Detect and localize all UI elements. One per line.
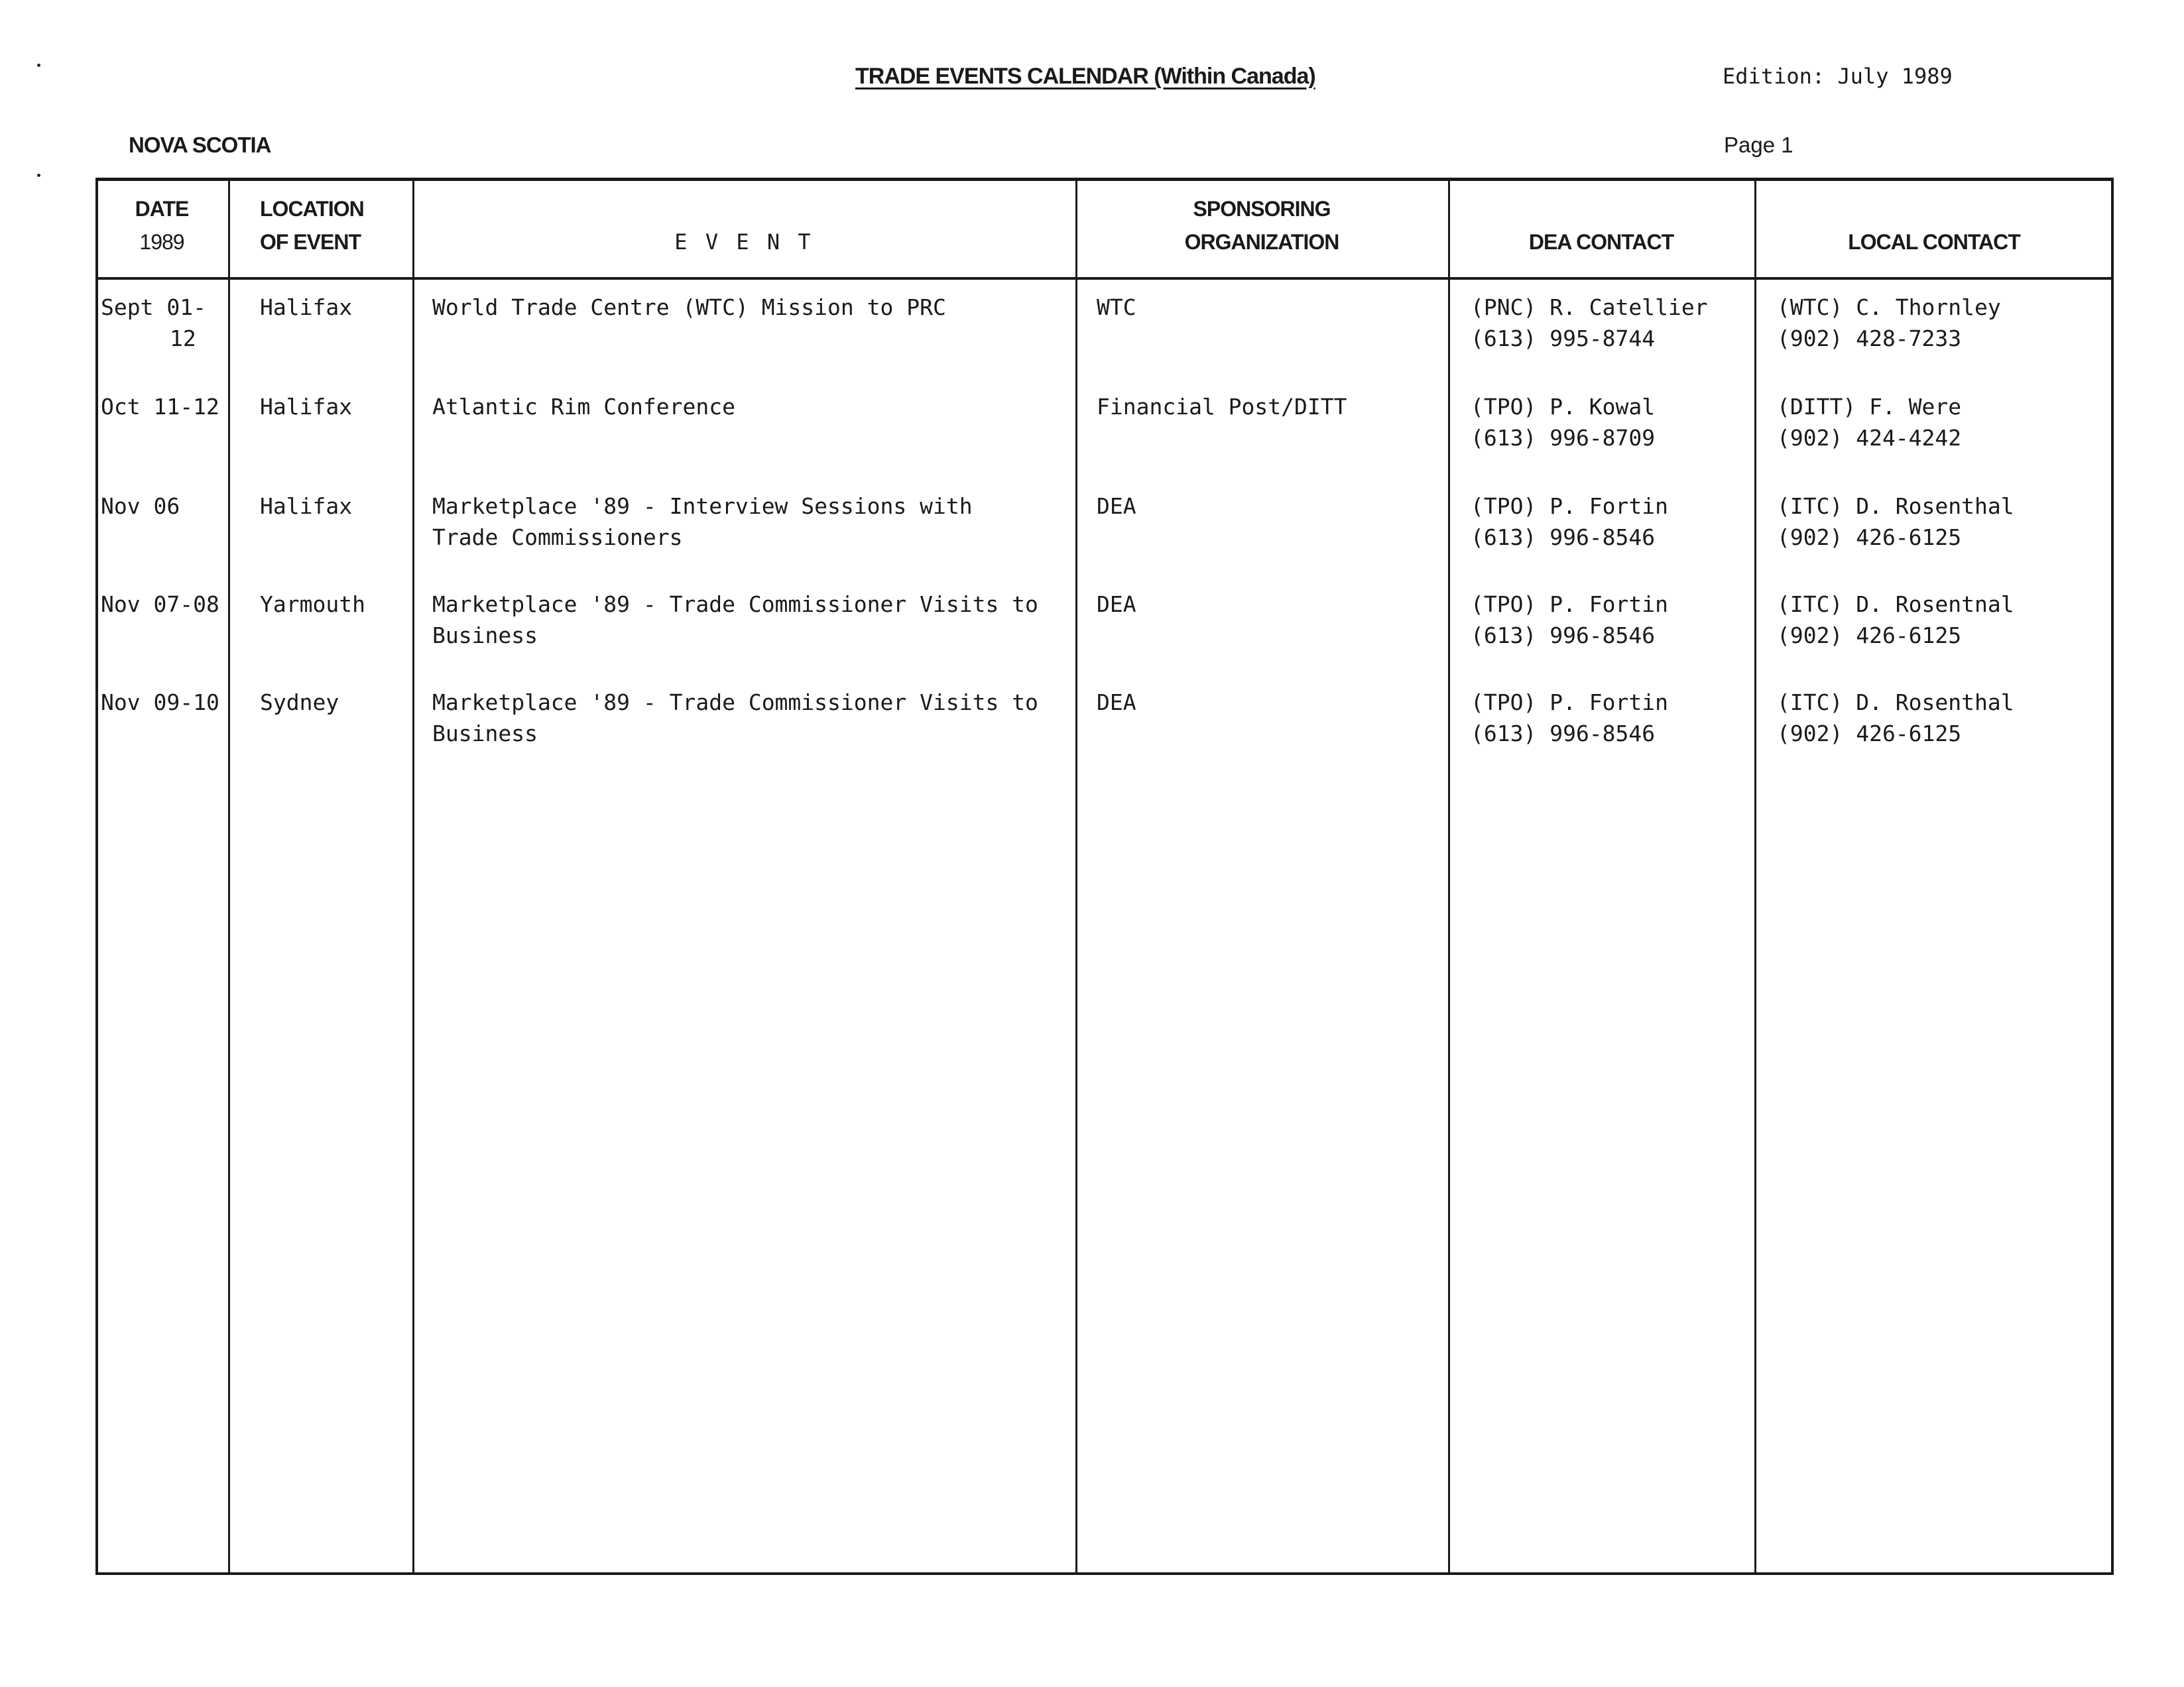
table-row-sponsor: DEA: [1097, 493, 1136, 519]
table-row-date: Nov 06: [101, 493, 180, 519]
table-row-local-contact: (DITT) F. Were (902) 424-4242: [1777, 394, 1962, 451]
column-header-location: LOCATION OF EVENT: [260, 197, 364, 254]
page-number: Page 1: [1724, 133, 1793, 157]
column-divider: [1754, 178, 1756, 1575]
table-row-location: Yarmouth: [260, 591, 365, 617]
column-divider: [1448, 178, 1450, 1575]
table-row-event: Atlantic Rim Conference: [432, 394, 735, 420]
table-row-date: Nov 07-08: [101, 591, 219, 617]
table-row-location: Sydney: [260, 689, 339, 715]
table-row-location: Halifax: [260, 294, 353, 320]
events-table: [95, 178, 2114, 1575]
table-row-location: Halifax: [260, 493, 353, 519]
table-row-sponsor: WTC: [1097, 294, 1136, 320]
column-header-local-contact: LOCAL CONTACT: [1848, 230, 2020, 254]
column-header-sponsor: SPONSORING ORGANIZATION: [1184, 197, 1339, 254]
margin-dot: [37, 174, 40, 177]
table-row-local-contact: (ITC) D. Rosenthal (902) 426-6125: [1777, 689, 2014, 746]
table-row-sponsor: Financial Post/DITT: [1097, 394, 1347, 420]
table-row-event: Marketplace '89 - Interview Sessions with Trade Commissioners: [432, 493, 973, 550]
column-divider: [412, 178, 414, 1575]
column-header-dea-contact: DEA CONTACT: [1528, 230, 1674, 254]
column-divider: [228, 178, 230, 1575]
column-header-date: DATE 1989: [135, 197, 189, 254]
table-row-dea-contact: (TPO) P. Fortin (613) 996-8546: [1471, 493, 1669, 550]
table-row-event: Marketplace '89 - Trade Commissioner Visits to Business: [432, 689, 1038, 746]
table-row-event: World Trade Centre (WTC) Mission to PRC: [432, 294, 946, 320]
table-row-dea-contact: (PNC) R. Catellier (613) 995-8744: [1471, 294, 1708, 351]
table-row-date: Sept 01- 12: [101, 294, 206, 351]
table-row-local-contact: (ITC) D. Rosentnal (902) 426-6125: [1777, 591, 2014, 648]
table-row-event: Marketplace '89 - Trade Commissioner Visits to Business: [432, 591, 1038, 648]
table-row-location: Halifax: [260, 394, 353, 420]
column-divider: [1075, 178, 1077, 1575]
header-divider: [95, 277, 2114, 280]
edition-label: Edition: July 1989: [1723, 64, 1953, 89]
table-row-local-contact: (ITC) D. Rosenthal (902) 426-6125: [1777, 493, 2014, 550]
table-row-dea-contact: (TPO) P. Kowal (613) 996-8709: [1471, 394, 1656, 451]
table-row-local-contact: (WTC) C. Thornley (902) 428-7233: [1777, 294, 2001, 351]
table-row-sponsor: DEA: [1097, 689, 1136, 715]
table-row-sponsor: DEA: [1097, 591, 1136, 617]
table-row-dea-contact: (TPO) P. Fortin (613) 996-8546: [1471, 689, 1669, 746]
table-row-dea-contact: (TPO) P. Fortin (613) 996-8546: [1471, 591, 1669, 648]
column-header-event: E V E N T: [674, 229, 814, 255]
document-title: TRADE EVENTS CALENDAR (Within Canada): [855, 64, 1315, 89]
margin-dot: [37, 64, 40, 67]
table-row-date: Nov 09-10: [101, 689, 219, 715]
table-row-date: Oct 11-12: [101, 394, 219, 420]
province-label: NOVA SCOTIA: [129, 133, 271, 157]
